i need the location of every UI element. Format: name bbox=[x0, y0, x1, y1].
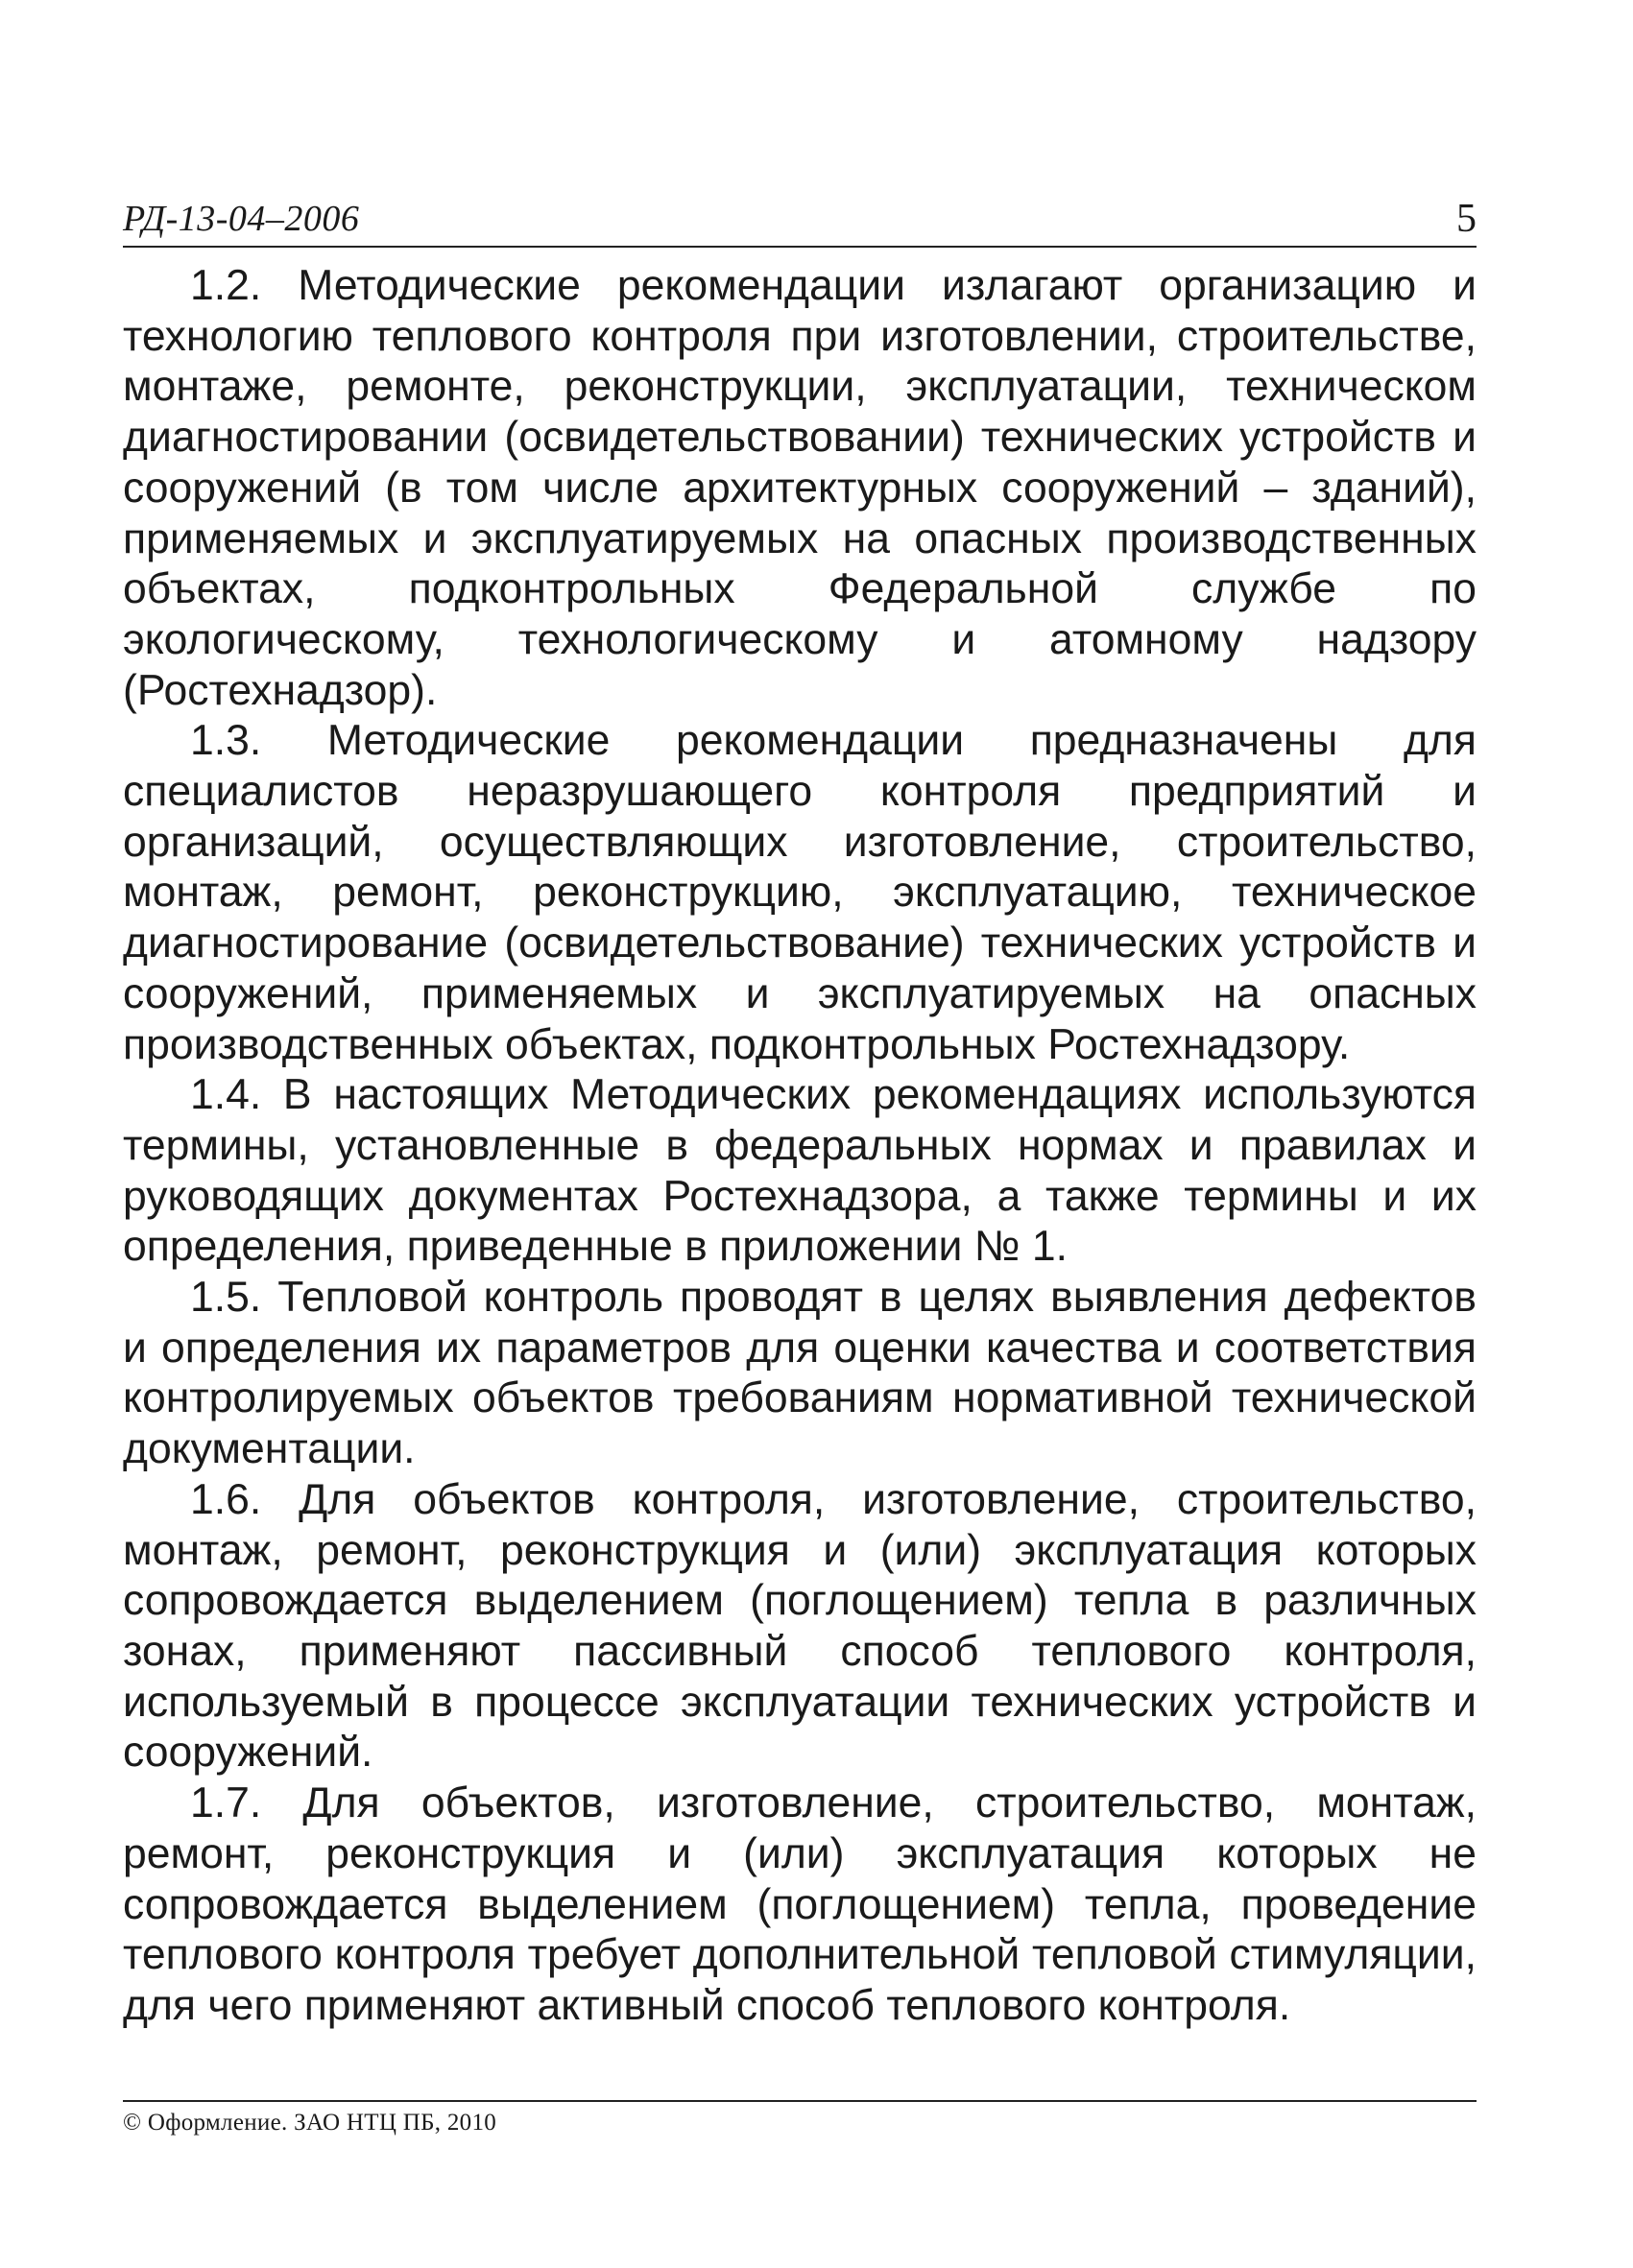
page-number: 5 bbox=[1456, 197, 1477, 241]
running-header bbox=[123, 192, 1477, 248]
copyright-notice: © Оформление. ЗАО НТЦ ПБ, 2010 bbox=[123, 2110, 497, 2136]
page-footer bbox=[123, 2100, 1477, 2137]
paragraph-1-7: 1.7. Для объектов, изготовление, строительство, монтаж, ремонт, реконструкция и (или) эксплуатация которых не сопровождается выделением (поглощением) тепла, проведение теплового контроля требует дополнительной тепловой стимуляции, для чего применяют активный способ теплового контроля. bbox=[123, 1779, 1477, 2029]
paragraph-1-3: 1.3. Методические рекомендации предназначены для специалистов неразрушающего контроля предприятий и организаций, осуществляющих изготовление, строительство, монтаж, ремонт, реконструкцию, эксплуатацию, техническое диагностирование (освидетельствование) технических устройств и сооружений, применяемых и эксплуатируемых на опасных производственных объектах, подконтрольных Ростехнадзору. bbox=[123, 717, 1477, 1068]
paragraph-1-4: 1.4. В настоящих Методических рекомендациях используются термины, установленные в федеральных нормах и правилах и руководящих документах Ростехнадзора, а также термины и их определения, приведенные в приложении № 1. bbox=[123, 1071, 1477, 1271]
body-text bbox=[123, 261, 1477, 2032]
paragraph-1-6: 1.6. Для объектов контроля, изготовление, строительство, монтаж, ремонт, реконструкция и (или) эксплуатация которых сопровождается выделением (поглощением) тепла в различных зонах, применяют пассивный способ теплового контроля, используемый в процессе эксплуатации технических устройств и сооружений. bbox=[123, 1475, 1477, 1777]
document-code: РД-13-04–2006 bbox=[123, 199, 360, 239]
paragraph-1-5: 1.5. Тепловой контроль проводят в целях выявления дефектов и определения их параметров для оценки качества и соответствия контролируемых объектов требованиям нормативной технической документации. bbox=[123, 1274, 1477, 1473]
paragraph-1-2: 1.2. Методические рекомендации излагают организацию и технологию теплового контроля при изготовлении, строительстве, монтаже, ремонте, реконструкции, эксплуатации, техническом диагностировании (освидетельствовании) технических устройств и сооружений (в том числе архитектурных сооружений – зданий), применяемых и эксплуатируемых на опасных производственных объектах, подконтрольных Федеральной службе по экологическому, технологическому и атомному надзору (Ростехнадзор). bbox=[123, 262, 1477, 714]
